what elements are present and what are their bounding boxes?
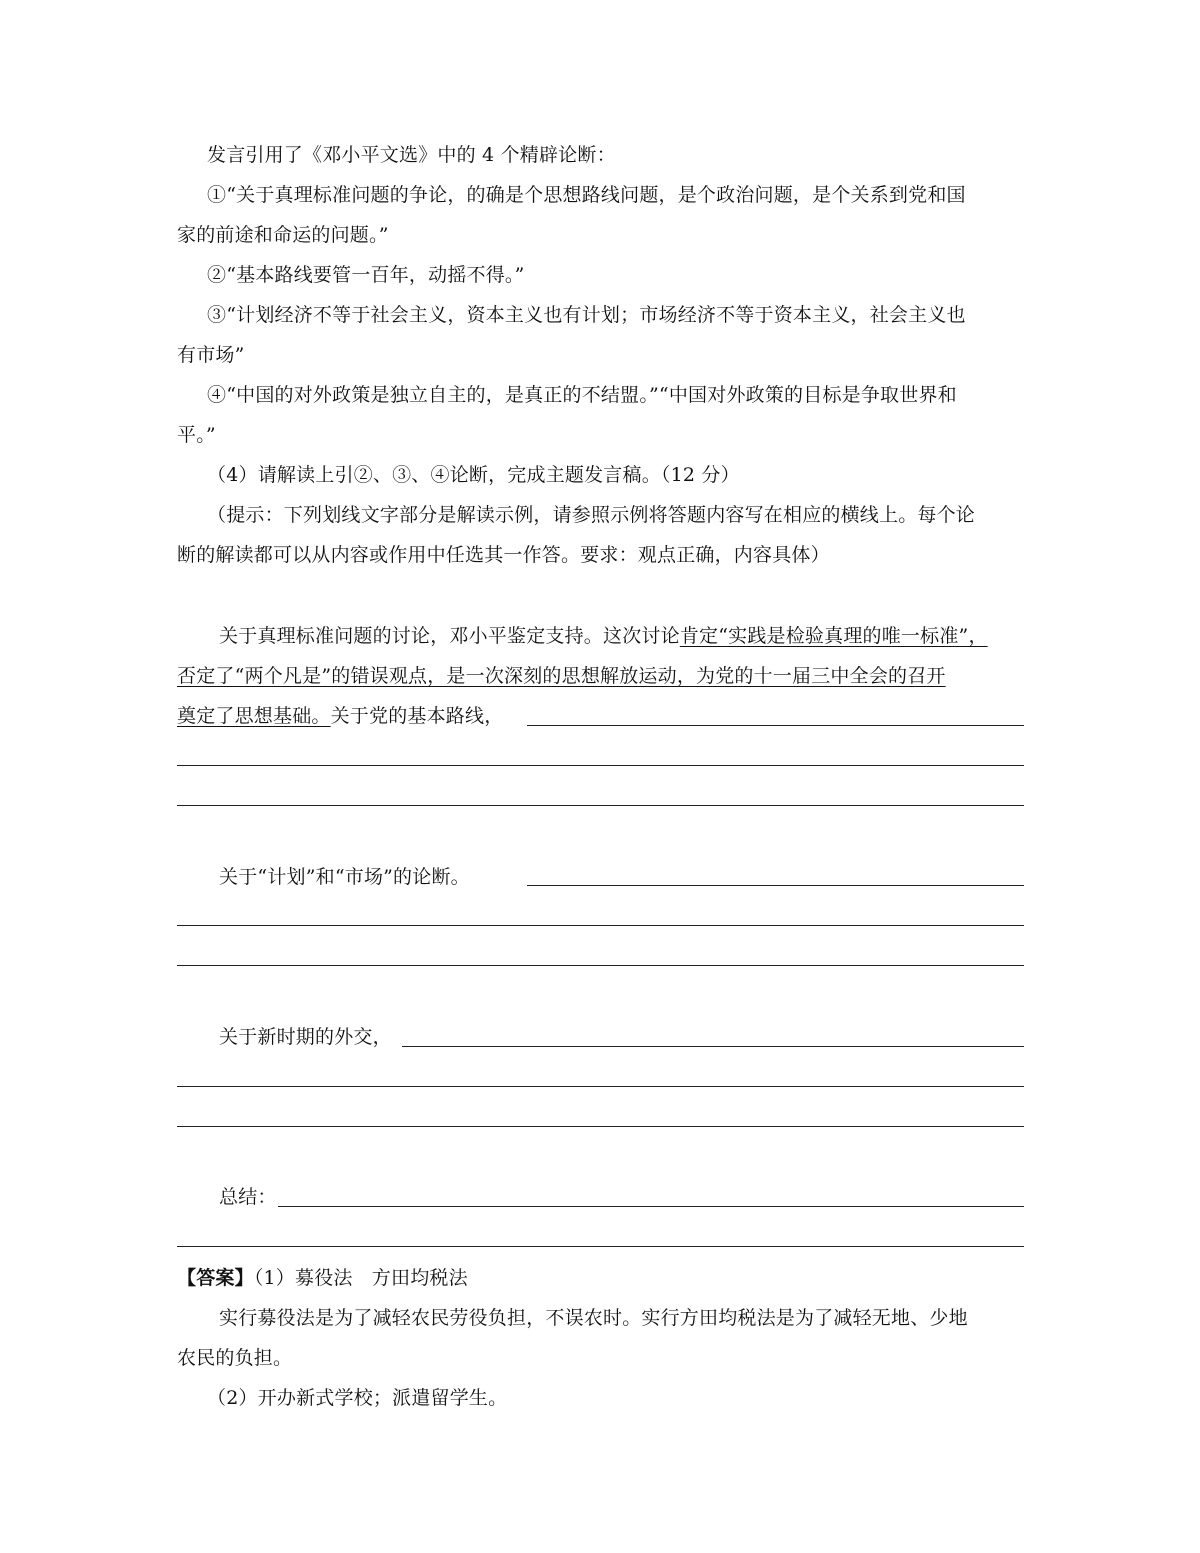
answer-line-1 [177,1266,1024,1290]
example-underlined-text: 肯定“实践是检验真理的唯一标准”， [679,625,988,647]
quote-4-line-1: ④“中国的对外政策是独立自主的，是真正的不结盟。”“中国对外政策的目标是争取世界和 [207,384,957,406]
answer-blank-diplomacy-2[interactable] [177,1086,1024,1087]
quote-3-line-2: 有市场” [177,344,245,366]
quote-4-line-2: 平。” [177,424,216,446]
answer-blank-plan-market-2[interactable] [177,925,1024,926]
example-underlined-text: 奠定了思想基础。 [177,705,331,727]
answer-explain-line-2: 农民的负担。 [177,1347,293,1369]
answer-explain-line-1: 实行募役法是为了减轻农民劳役负担，不误农时。实行方田均税法是为了减轻无地、少地 [219,1307,968,1329]
answer-blank-plan-market-3[interactable] [177,965,1024,966]
question-prompt: （4）请解读上引②、③、④论断，完成主题发言稿。（12 分） [207,464,740,486]
answer-blank-basic-line-3[interactable] [177,805,1024,806]
answer-label: 【答案】 [177,1267,254,1289]
answer-blank-plan-market-1[interactable] [527,885,1024,886]
answer-blank-diplomacy-1[interactable] [402,1046,1024,1047]
answer-blank-summary-2[interactable] [177,1246,1024,1247]
question-hint-line-2: 断的解读都可以从内容或作用中任选其一作答。要求：观点正确，内容具体） [177,544,830,566]
example-line-2: 否定了“两个凡是”的错误观点，是一次深刻的思想解放运动，为党的十一届三中全会的召开 [177,665,946,687]
example-line-1 [219,624,1024,648]
answer-blank-summary-1[interactable] [278,1206,1024,1207]
answer-blank-basic-line-1[interactable] [527,725,1024,726]
quote-3-line-1: ③“计划经济不等于社会主义，资本主义也有计划；市场经济不等于资本主义，社会主义也 [207,304,966,326]
answer-blank-basic-line-2[interactable] [177,765,1024,766]
answer-part-2: （2）开办新式学校；派遣留学生。 [207,1387,508,1409]
intro-text: 发言引用了《邓小平文选》中的 4 个精辟论断： [207,144,616,166]
answer-blank-diplomacy-3[interactable] [177,1126,1024,1127]
quote-1-line-1: ①“关于真理标准问题的争论，的确是个思想路线问题，是个政治问题，是个关系到党和国 [207,184,966,206]
question-hint-line-1: （提示：下列划线文字部分是解读示例，请参照示例将答题内容写在相应的横线上。每个论 [207,504,976,526]
plan-market-prompt: 关于“计划”和“市场”的论断。 [219,866,470,888]
basic-line-prompt: 关于党的基本路线， [330,705,504,727]
answer-part-1: （1）募役法 方田均税法 [253,1267,468,1289]
summary-prompt: 总结： [219,1186,277,1208]
diplomacy-prompt: 关于新时期的外交， [219,1026,392,1048]
quote-1-line-2: 家的前途和命运的问题。” [177,224,389,246]
quote-2: ②“基本路线要管一百年，动摇不得。” [207,264,525,286]
example-plain-text: 关于真理标准问题的讨论，邓小平鉴定支持。这次讨论 [219,625,680,647]
